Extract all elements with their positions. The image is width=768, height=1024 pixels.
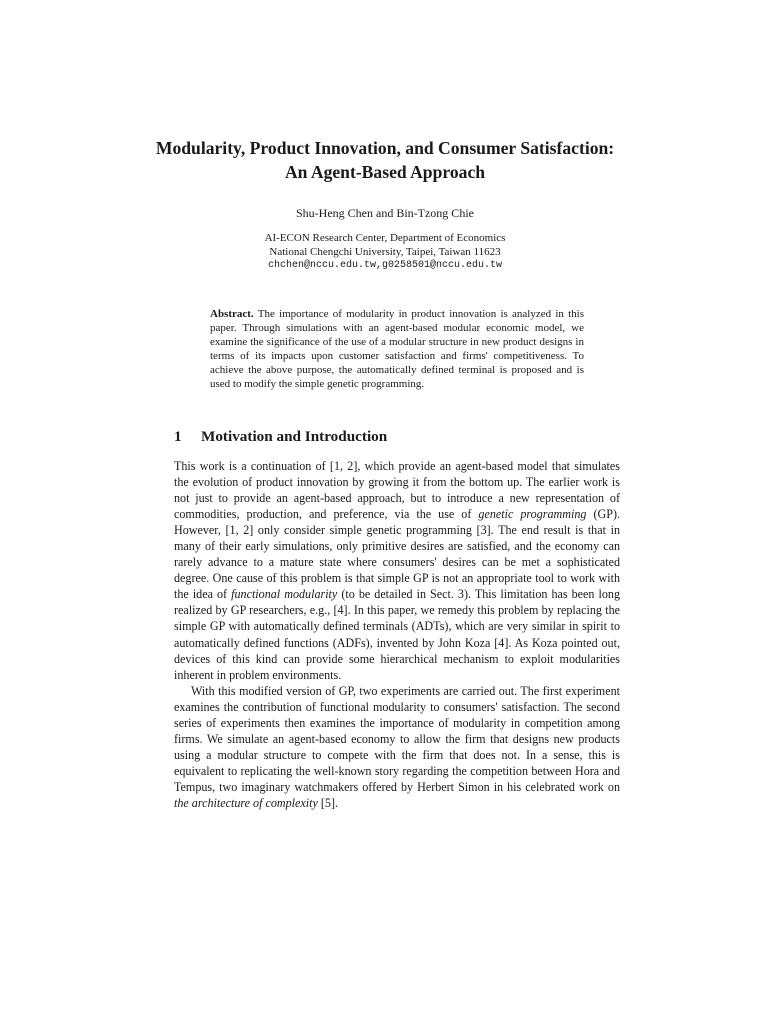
paragraph-1-text-a: This work is a continuation of [1, 2], which provide an agent-based model that simulates the evolution of product innovation by growing it from the bottom up. The earlier work is not just to provide an agent-based approach, but to introduce a new representation of commodities, production, and preference, via the use of (174, 459, 620, 522)
paper-title: Modularity, Product Innovation, and Consumer Satisfaction: An Agent-Based Approach (155, 138, 615, 182)
affiliation-block (150, 231, 620, 273)
paragraph-1-emphasis-1: genetic programming (478, 507, 587, 522)
paragraph-2 (174, 683, 620, 811)
paragraph-1-text-c: (to be detailed in Sect. 3). This limitation has been long realized by GP researchers, e.g., [4]. In this paper, we remedy this problem by replacing the simple GP with automatically defined terminals (ADTs), which are very similar in spirit to automatically defined functions (ADFs), invented by John Koza [4]. As Koza pointed out, devices of this kind can provide some hierarchical mechanism to exploit modularities inherent in problem environments. (174, 587, 620, 682)
paragraph-1-emphasis-2: functional modularity (231, 587, 338, 602)
paragraph-2-text-b: [5]. (317, 795, 338, 810)
section-number: 1 (174, 428, 182, 445)
abstract (210, 307, 584, 392)
paragraph-1-text-b: (GP). However, [1, 2] only consider simple genetic programming [3]. The end result is that in many of their early simulations, only primitive desires are satisfied, and the economy can rarely advance to a mature state where consumers' desires can be met a sophisticated degree. One cause of this problem is that simple GP is not an appropriate tool to work with the idea of (174, 507, 621, 602)
abstract-text: The importance of modularity in product innovation is analyzed in this paper. Through simulations with an agent-based modular economic model, we examine the significance of the use of a modular structure in new product designs in terms of its impacts upon customer satisfaction and firms' competitiveness. To achieve the above purpose, the automatically defined terminal is proposed and is used to modify the simple genetic programming. (210, 308, 584, 391)
paper-authors: Shu-Heng Chen and Bin-Tzong Chie (296, 206, 474, 220)
paragraph-2-emphasis: the architecture of complexity (174, 795, 318, 810)
author-emails: chchen@nccu.edu.tw,g0258501@nccu.edu.tw (267, 260, 503, 271)
affiliation-line-2: National Chengchi University, Taipei, Taiwan 11623 (269, 246, 501, 258)
abstract-label: Abstract. (210, 308, 254, 320)
paragraph-2-text-a: With this modified version of GP, two experiments are carried out. The first experiment examines the contribution of functional modularity to consumers' satisfaction. The second series of experiments then examines the importance of modularity in competition among firms. We simulate an agent-based economy to allow the firm that designs new products using a modular structure to compete with the firm that does not. In a sense, this is equivalent to replicating the well-known story regarding the competition between Hora and Tempus, two imaginary watchmakers offered by Herbert Simon in his celebrated work on (174, 683, 620, 794)
section-body (174, 458, 620, 811)
section-title: Motivation and Introduction (201, 428, 388, 445)
paragraph-1 (174, 458, 620, 683)
affiliation-line-1: AI-ECON Research Center, Department of Economics (264, 232, 506, 244)
section-heading (174, 427, 387, 447)
